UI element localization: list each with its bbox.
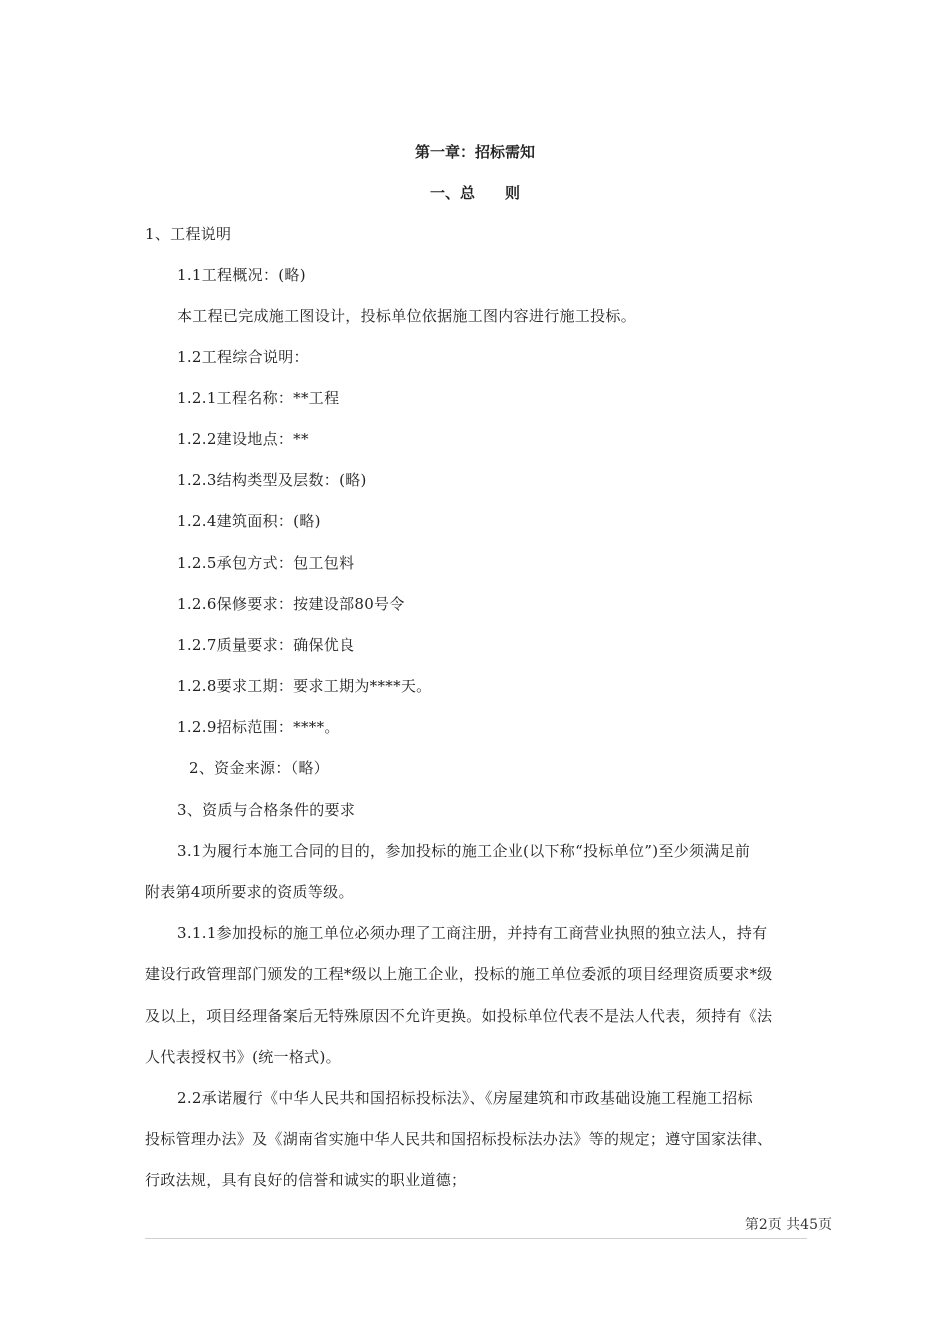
paragraph: 1.2.5承包方式：包工包料 [177, 554, 355, 572]
paragraph: 1.2工程综合说明： [177, 348, 309, 366]
paragraph: 1.2.7质量要求：确保优良 [177, 636, 355, 654]
section-title: 一、总 则 [429, 184, 520, 202]
paragraph: 2.2承诺履行《中华人民共和国招标投标法》、《房屋建筑和市政基础设施工程施工招标 [177, 1089, 753, 1107]
paragraph: 1、工程说明 [145, 225, 232, 243]
paragraph: 1.2.1工程名称：**工程 [177, 389, 340, 407]
paragraph: 投标管理办法》及《湖南省实施中华人民共和国招标投标法办法》等的规定；遵守国家法律、 [145, 1130, 773, 1148]
paragraph: 1.2.4建筑面积：(略) [177, 512, 321, 530]
paragraph: 2、资金来源：（略） [189, 759, 330, 777]
paragraph: 行政法规，具有良好的信誉和诚实的职业道德； [145, 1171, 467, 1189]
page-number: 第2页 共45页 [744, 1217, 832, 1233]
paragraph: 3.1.1参加投标的施工单位必须办理了工商注册，并持有工商营业执照的独立法人，持有 [177, 924, 768, 942]
footer-divider [145, 1238, 807, 1239]
paragraph: 附表第4项所要求的资质等级。 [145, 883, 354, 901]
paragraph: 1.2.9招标范围：****。 [177, 718, 340, 736]
paragraph: 1.1工程概况：(略) [177, 266, 306, 284]
paragraph: 建设行政管理部门颁发的工程*级以上施工企业，投标的施工单位委派的项目经理资质要求*级 [145, 965, 773, 983]
paragraph: 1.2.2建设地点：** [177, 430, 309, 448]
paragraph: 及以上，项目经理备案后无特殊原因不允许更换。如投标单位代表不是法人代表，须持有《法 [145, 1007, 773, 1025]
chapter-title: 第一章：招标需知 [414, 143, 535, 161]
paragraph: 1.2.6保修要求：按建设部80号令 [177, 595, 405, 613]
paragraph: 3、资质与合格条件的要求 [177, 801, 356, 819]
paragraph: 1.2.3结构类型及层数：(略) [177, 471, 367, 489]
paragraph: 人代表授权书》(统一格式)。 [145, 1048, 341, 1066]
paragraph: 本工程已完成施工图设计，投标单位依据施工图内容进行施工投标。 [177, 307, 637, 325]
paragraph: 3.1为履行本施工合同的目的，参加投标的施工企业(以下称“投标单位”)至少须满足前 [177, 842, 751, 860]
paragraph: 1.2.8要求工期：要求工期为****天。 [177, 677, 432, 695]
